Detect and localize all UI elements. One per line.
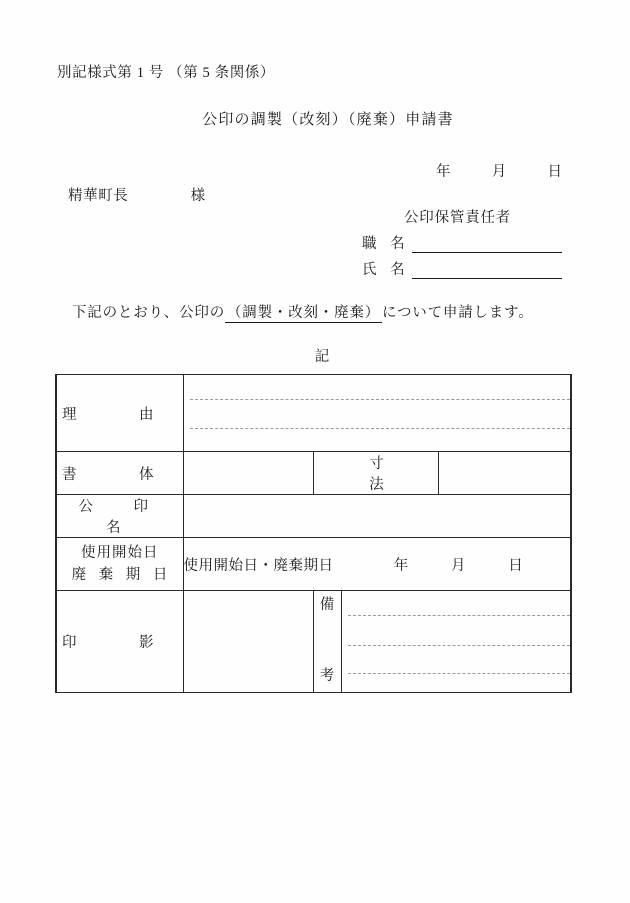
- remarks-ruled-area: [342, 591, 571, 692]
- seal-impression-area[interactable]: [183, 591, 313, 693]
- application-details-table: [55, 374, 572, 693]
- table-row-seal-impression: [56, 591, 571, 693]
- dates-label-line1: 使用開始日: [81, 544, 159, 561]
- signer-block: [362, 206, 562, 279]
- form-id-label: 別記様式第 1 号 （第 5 条関係）: [57, 65, 276, 81]
- reason-label: 理 由: [56, 375, 183, 452]
- remarks-value-cell[interactable]: [341, 591, 571, 693]
- seal-impression-label: 印 影: [56, 591, 183, 693]
- remarks-label: [313, 591, 341, 693]
- remarks-label-stack: [314, 592, 341, 692]
- signer-name-label: 氏 名: [362, 262, 410, 278]
- statement-suffix: について申請します。: [382, 305, 534, 321]
- date-day-label: 日: [547, 164, 562, 180]
- reason-ruled-area: [184, 375, 571, 451]
- signer-name-input[interactable]: [412, 263, 562, 279]
- dates-month-label: 月: [451, 557, 466, 574]
- page-title: 公印の調製（改刻）（廃棄）申請書: [202, 112, 454, 128]
- reason-value-cell[interactable]: [183, 375, 571, 452]
- dates-day-label: 日: [508, 557, 524, 574]
- typeface-label: 書 体: [56, 452, 183, 495]
- addressee: [68, 184, 206, 205]
- ki-marker: 記: [314, 349, 330, 365]
- typeface-value[interactable]: [183, 452, 313, 495]
- remarks-rule-2: [348, 645, 571, 646]
- dates-label-line2: 廃 棄 期 日: [71, 567, 172, 583]
- remarks-label-char-1: 備: [319, 596, 335, 613]
- dates-content-label: 使用開始日・廃棄期日: [183, 557, 334, 574]
- date-year-label: 年: [436, 164, 451, 180]
- size-label: 寸 法: [313, 452, 438, 495]
- dates-year-label: 年: [393, 557, 409, 574]
- dates-label: [56, 538, 183, 591]
- date-line: [436, 160, 562, 181]
- signer-post-label: 職 名: [362, 236, 410, 252]
- signer-post-row: [362, 232, 562, 253]
- table-row-typeface-size: [56, 452, 571, 495]
- addressee-honorific: 様: [190, 188, 206, 204]
- addressee-name: 精華町長: [68, 188, 129, 204]
- statement-choices[interactable]: （調製・改刻・廃棄）: [227, 305, 380, 321]
- application-statement: [72, 301, 534, 322]
- table-row-dates: [56, 538, 571, 591]
- table-row-reason: [56, 375, 571, 452]
- size-value[interactable]: [438, 452, 571, 495]
- statement-prefix: 下記のとおり、公印の: [72, 305, 225, 321]
- signer-heading: 公印保管責任者: [404, 210, 512, 226]
- remarks-label-char-2: 考: [319, 668, 335, 684]
- reason-rule-2: [190, 428, 571, 429]
- seal-name-label: 公 印 名: [56, 495, 183, 538]
- remarks-rule-3: [348, 673, 571, 674]
- dates-value-cell[interactable]: [183, 538, 571, 591]
- date-month-label: 月: [491, 164, 507, 180]
- reason-rule-1: [190, 399, 571, 400]
- remarks-rule-1: [348, 615, 571, 616]
- signer-post-input[interactable]: [412, 237, 562, 253]
- seal-name-value[interactable]: [183, 495, 571, 538]
- signer-name-row: [362, 258, 562, 279]
- table-row-seal-name: [56, 495, 571, 538]
